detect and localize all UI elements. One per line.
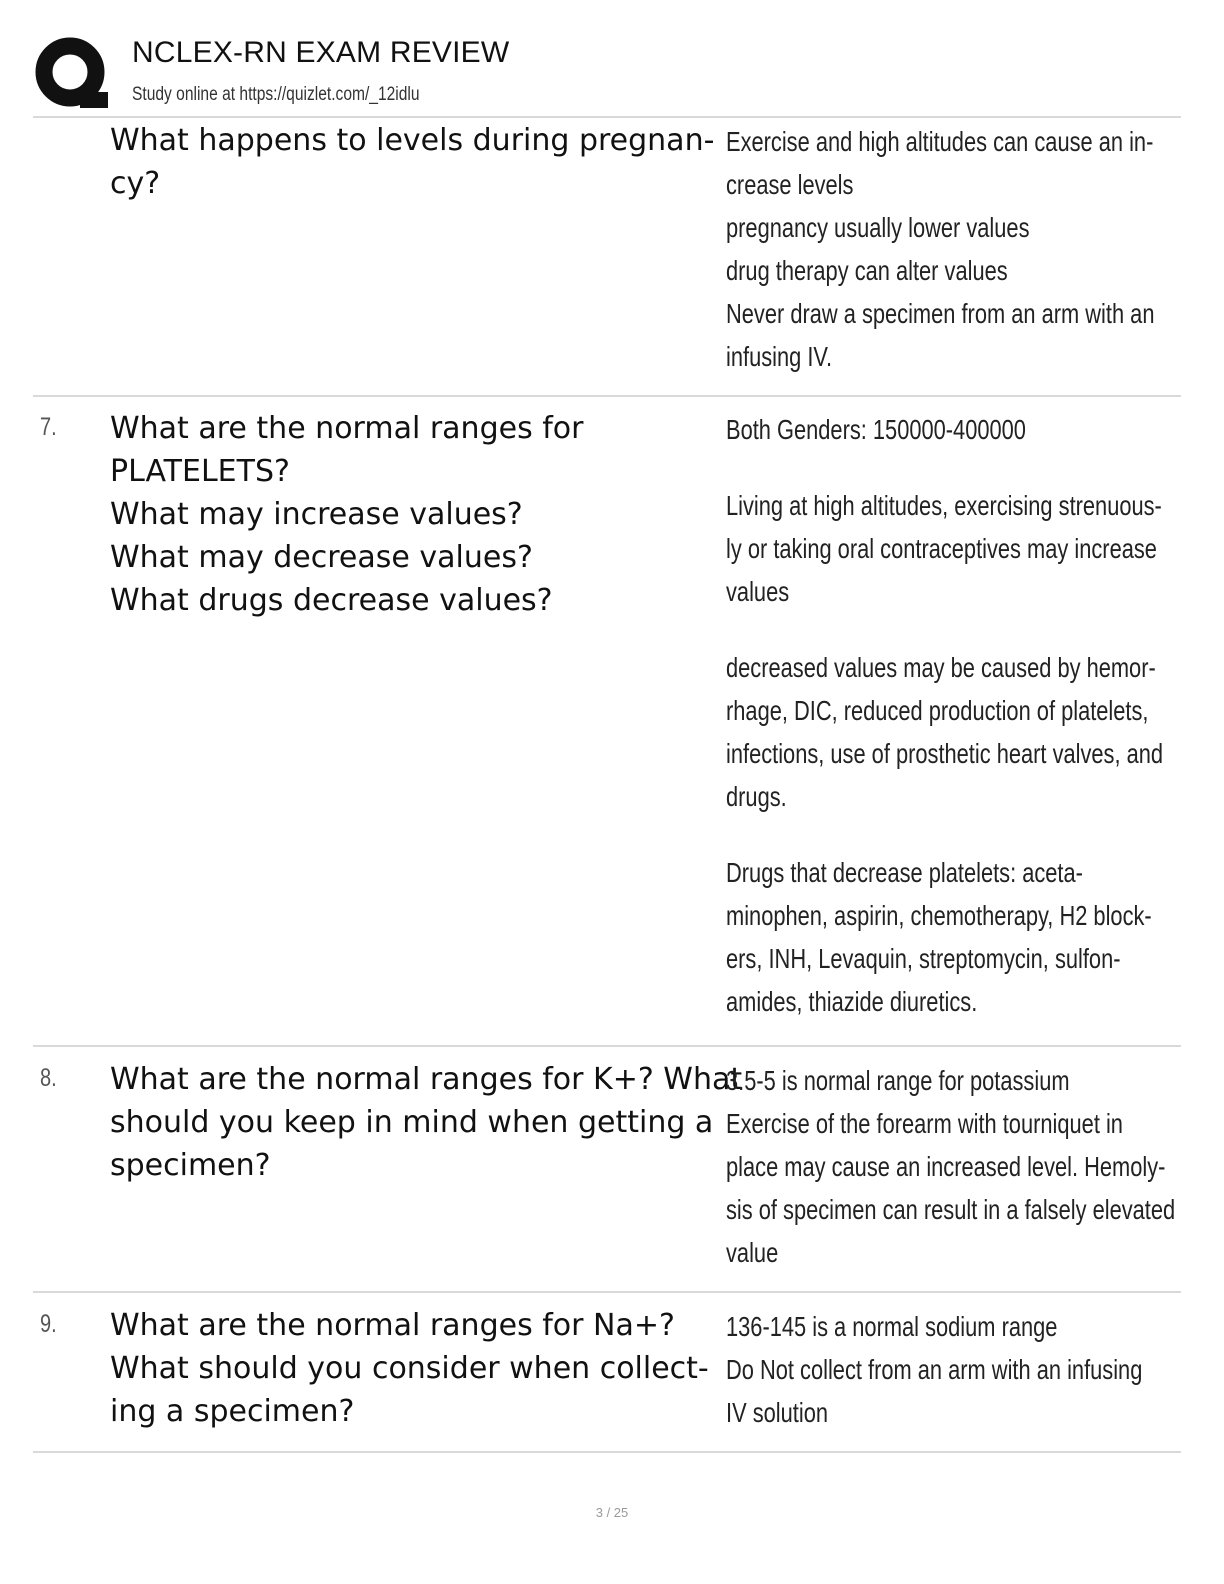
card-question: What happens to levels during pregnan- cy? — [110, 123, 715, 201]
card-question: What are the normal ranges for K+? What should you keep in mind when getting a specimen? — [110, 1062, 743, 1183]
divider — [33, 1451, 1181, 1453]
study-online-link[interactable]: Study online at https://quizlet.com/_12idlu — [132, 84, 420, 105]
card-question: What are the normal ranges for PLATELETS? What may increase values? What may decrease values? What drugs decrease values? — [110, 411, 584, 618]
divider — [33, 395, 1181, 397]
card-answer: Exercise and high altitudes can cause an in- crease levels pregnancy usually lower values drug therapy can alter values Never draw a specimen from an arm with an infusing IV. — [726, 126, 1155, 372]
quizlet-q-icon — [34, 36, 110, 112]
divider — [33, 116, 1181, 118]
card-answer: Both Genders: 150000-400000 Living at high altitudes, exercising strenuous- ly or taking oral contraceptives may increase values decreased values may be caused by hemor- rhage, DIC, reduced production of platelets, infections, use of prosthetic heart valves, and drugs. Drugs that decrease platelets: aceta- minophen, aspirin, chemotherapy, H2 block- ers, INH, Levaquin, streptomycin, sulfon- amides, thiazide diuretics. — [726, 414, 1164, 1017]
card-number: 7. — [40, 413, 57, 441]
card-question: What are the normal ranges for Na+? What should you consider when collect- ing a specimen? — [110, 1308, 709, 1429]
card-number: 9. — [40, 1310, 57, 1338]
card-answer: 136-145 is a normal sodium range Do Not collect from an arm with an infusing IV solution — [726, 1311, 1143, 1428]
page-number: 3 / 25 — [595, 1505, 629, 1520]
card-number: 8. — [40, 1064, 57, 1092]
divider — [33, 1045, 1181, 1047]
document-title: NCLEX-RN EXAM REVIEW — [132, 36, 510, 69]
card-answer: 3.5-5 is normal range for potassium Exercise of the forearm with tourniquet in place may cause an increased level. Hemoly- sis of specimen can result in a falsely elevated value — [726, 1065, 1176, 1268]
page-header — [34, 34, 1184, 116]
divider — [33, 1291, 1181, 1293]
